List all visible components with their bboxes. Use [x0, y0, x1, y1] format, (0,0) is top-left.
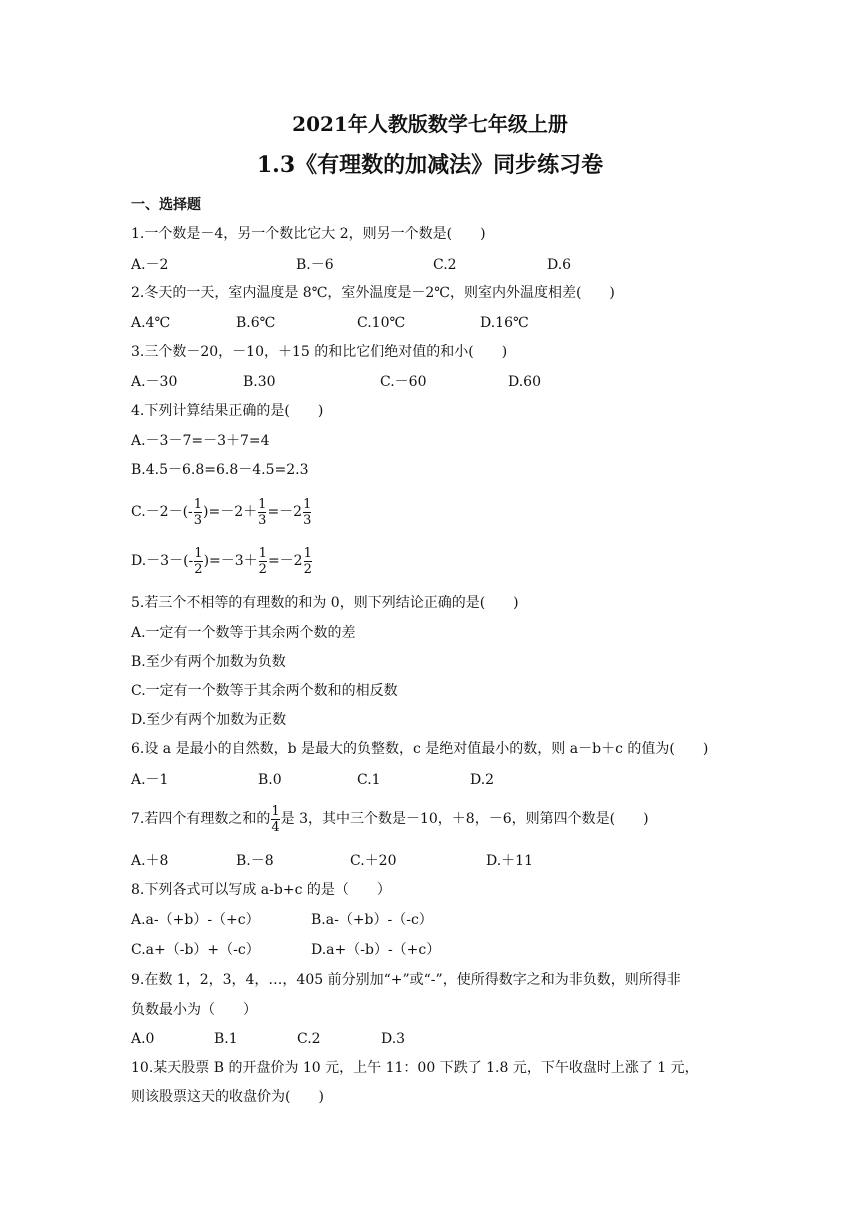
q6-option-c: C.1 — [357, 772, 381, 788]
q9-option-d: D.3 — [381, 1031, 406, 1047]
section-heading: 一、选择题 — [131, 197, 201, 213]
q5-option-a: A.一定有一个数等于其余两个数的差 — [131, 625, 356, 641]
question-6-stem: 6.设 a 是最小的自然数，b 是最大的负整数，c 是绝对值最小的数，则 a－b＋c 的值为( ) — [131, 741, 709, 757]
q7-text-1: 7.若四个有理数之和的 — [131, 811, 271, 827]
q4d-fraction-3: $\frac{1}{2}$ — [303, 545, 312, 577]
q6-option-a: A.－1 — [131, 772, 169, 788]
question-1-stem: 1.一个数是－4，另一个数比它大 2，则另一个数是( ) — [131, 226, 486, 242]
q4c-fraction-1: $\frac{1}{3}$ — [193, 496, 203, 528]
q5-option-b: B.至少有两个加数为负数 — [131, 654, 286, 670]
q8-option-c: C.a+（-b）+（-c） — [131, 942, 260, 958]
q6-option-b: B.0 — [258, 772, 282, 788]
q6-option-d: D.2 — [470, 772, 495, 788]
q4c-fraction-3: $\frac{1}{3}$ — [303, 496, 312, 528]
q2-option-d: D.16℃ — [480, 315, 529, 331]
question-5-stem: 5.若三个不相等的有理数的和为 0，则下列结论正确的是( ) — [131, 595, 519, 611]
doc-title: 2021年人教版数学七年级上册 — [292, 112, 568, 136]
q8-option-d: D.a+（-b）-（+c） — [311, 942, 441, 958]
q3-option-a: A.－30 — [131, 374, 178, 390]
question-9-stem-line2: 负数最小为（ ） — [131, 1002, 257, 1018]
q4-option-d — [131, 541, 313, 581]
question-9-stem-line1: 9.在数 1，2，3，4，…，405 前分别加“+”或“-”，使所得数字之和为非负数，则所得非 — [131, 972, 681, 988]
q9-option-a: A.0 — [131, 1031, 155, 1047]
q3-option-b: B.30 — [243, 374, 276, 390]
q1-option-d: D.6 — [547, 257, 572, 273]
q4c-text-3: =－2 — [267, 504, 303, 520]
q4d-text-1: D.－3－(- — [131, 553, 194, 569]
q9-option-c: C.2 — [297, 1031, 321, 1047]
q3-option-d: D.60 — [508, 374, 541, 390]
q3-option-c: C.－60 — [380, 374, 427, 390]
q1-option-a: A.－2 — [131, 257, 169, 273]
q2-option-a: A.4℃ — [131, 315, 171, 331]
q8-option-a: A.a-（+b）-（+c） — [131, 912, 260, 928]
q4c-fraction-2: $\frac{1}{3}$ — [258, 496, 267, 528]
q4d-text-3: =－2 — [267, 553, 303, 569]
question-10-stem-line2: 则该股票这天的收盘价为( ) — [131, 1089, 324, 1105]
q9-option-b: B.1 — [214, 1031, 238, 1047]
q4d-fraction-2: $\frac{1}{2}$ — [258, 545, 267, 577]
q5-option-c: C.一定有一个数等于其余两个数和的相反数 — [131, 683, 398, 699]
q7-option-c: C.＋20 — [350, 853, 397, 869]
q7-fraction: $\frac{1}{4}$ — [271, 803, 280, 835]
question-2-stem: 2.冬天的一天，室内温度是 8℃，室外温度是－2℃，则室内外温度相差( ) — [131, 285, 615, 301]
q5-option-d: D.至少有两个加数为正数 — [131, 712, 287, 728]
question-8-stem: 8.下列各式可以写成 a-b+c 的是（ ） — [131, 882, 391, 898]
question-7-stem — [131, 799, 649, 839]
q4c-text-1: C.－2－(- — [131, 504, 193, 520]
q7-option-b: B.－8 — [236, 853, 274, 869]
q7-option-a: A.＋8 — [131, 853, 169, 869]
q4-option-c — [131, 492, 312, 532]
q7-text-2: 是 3，其中三个数是－10，＋8，－6，则第四个数是( ) — [280, 811, 649, 827]
q4d-text-2: )=－3＋ — [203, 553, 258, 569]
q8-option-b: B.a-（+b）-（-c） — [311, 912, 433, 928]
question-10-stem-line1: 10.某天股票 B 的开盘价为 10 元，上午 11：00 下跌了 1.8 元，下午收盘时上涨了 1 元， — [131, 1060, 699, 1076]
q4c-text-2: )=－2＋ — [203, 504, 258, 520]
q1-option-c: C.2 — [433, 257, 457, 273]
q4d-fraction-1: $\frac{1}{2}$ — [194, 545, 203, 577]
q7-option-d: D.＋11 — [486, 853, 533, 869]
question-3-stem: 3.三个数－20，－10，＋15 的和比它们绝对值的和小( ) — [131, 344, 508, 360]
q2-option-b: B.6℃ — [236, 315, 276, 331]
q1-option-b: B.－6 — [296, 257, 334, 273]
q4-option-b: B.4.5－6.8=6.8－4.5=2.3 — [131, 462, 309, 478]
doc-subtitle: 1.3《有理数的加减法》同步练习卷 — [256, 152, 604, 178]
q2-option-c: C.10℃ — [357, 315, 406, 331]
question-4-stem: 4.下列计算结果正确的是( ) — [131, 403, 324, 419]
q4-option-a: A.－3－7=－3＋7=4 — [131, 433, 270, 449]
